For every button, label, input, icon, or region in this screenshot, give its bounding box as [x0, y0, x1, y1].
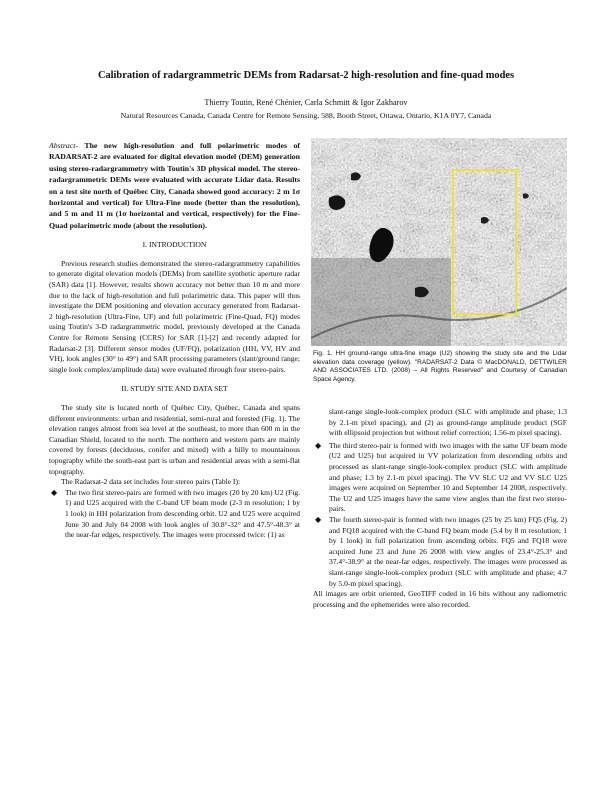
right-column [313, 407, 567, 610]
bullet-diamond-icon: ◆ [51, 487, 58, 497]
abstract-label: Abstract- [49, 141, 79, 150]
bullet-item-2 [313, 441, 567, 515]
dataset-intro: The Radarsat-2 data set includes four stereo pairs (Table I): [61, 477, 241, 487]
section-heading-study-site: II. STUDY SITE AND DATA SET [121, 384, 228, 394]
paper-title: Calibration of radargrammetric DEMs from Radarsat-2 high-resolution and fine-quad modes [97, 70, 515, 81]
affiliation: Natural Resources Canada, Canada Centre for Remote Sensing, 588, Booth Street, Ottawa, Ontario, K1A 0Y7, Canada [120, 111, 492, 120]
introduction-paragraph: Previous research studies demonstrated the stereo-radargrammetry capabilities to generate digital elevation models (DEMs) from satellite synthetic aperture radar (SAR) data [1]. However, results shown accuracy not better than 10 m and more due to the lack of high-resolution and full polarimetric data. This paper will thus investigate the DEM positioning and elevation accuracy generated from Radarsat-2 high-resolution (Ultra-Fine, UF) and full polarimetric (Fine-Quad, FQ) modes using Toutin's 3-D radargrammetric model, previously developed at the Canada Centre for Remote Sensing (CCRS) for SAR [1]-[2] and recently adapted for Radarsat-2 [3]. Different sensor modes (UF/FQ), polarization (HH, VV, HV and VH), look angles (30° to 49°) and SAR processing parameters (slant/ground range; single look complex/amplitude data) were evaluated through four stereo-pairs. [49, 258, 300, 374]
urban-area [311, 258, 451, 346]
author-list: Thierry Toutin, René Chénier, Carla Schmitt & Igor Zakharov [204, 98, 408, 107]
study-site-paragraph: The study site is located north of Québec City, Québec, Canada and spans different environments: urban and residential, semi-rural and forested (Fig. 1). The elevation ranges almost from sea level at the southeast, to more than 600 m in the Canadian Shield, located to the north. The northern and western parts are mainly covered by forests (deciduous, conifer and mixed) with a hilly to mountainous topography while the south-east part is urban and residential areas with a semi-flat topography. [49, 402, 300, 476]
left-column [49, 140, 300, 541]
bullet-diamond-icon: ◆ [315, 440, 322, 450]
bullet-item-1 [49, 488, 300, 541]
bullet-1-continuation: slant-range single-look-complex product (SLC with amplitude and phase; 1.3 by 2.1-m pixel spacing), and (2) as ground-range amplitude product (SGF with ellipsoid projection but without relief correction; 1.56-m pixel spacing). [329, 407, 567, 438]
bullet-item-3 [313, 515, 567, 589]
section-heading-introduction: I. INTRODUCTION [142, 240, 207, 250]
abstract [49, 140, 300, 231]
abstract-text: The new high-resolution and full polarimetric modes of RADARSAT-2 are evaluated for digital elevation model (DEM) generation using stereo-radargrammetry with Toutin's 3D physical model. The stereo-radargrammetric DEMs were evaluated with accurate Lidar data. Results on a test site north of Québec City, Canada showed good accuracy: 2 m 1σ horizontal and vertical) for Ultra-Fine mode (better than the resolution), and 5 m and 11 m (1σ horizontal and vertical, respectively) for the Fine-Quad polarimetric mode (about the resolution). [49, 141, 300, 230]
figure-caption: Fig. 1. HH ground-range ultra-fine image (U2) showing the study site and the Lidar elevation data coverage (yellow). "RADARSAT-2 Data © MacDONALD, DETTWILER AND ASSOCIATES LTD. (2008) – All Rights Reserved" and Courtesy of Canadian Space Agency. [313, 350, 567, 383]
bullet-diamond-icon: ◆ [315, 514, 322, 524]
closing-paragraph: All images are orbit oriented, GeoTIFF coded in 16 bits without any radiometric processing and the ephemerides were also recorded. [313, 589, 567, 609]
bullet-3-text: The fourth stereo-pair is formed with two images (25 by 25 km) FQ5 (Fig. 2) and FQ18 acquired with the C-band FQ beam mode (5.4 by 8 m resolution; 1 by 1 look) in full polarization from ascending orbits. FQ5 and FQ18 were acquired June 23 and June 26 2008 with view angles of 23.4°-25.3° and 37.4°-38.9° at the near-far edges, respectively. The images were processed as slant-range single-look-complex product (SLC with amplitude and phase; 4.7 by 5.0-m pixel spacing). [329, 514, 567, 588]
radar-image-figure [311, 138, 567, 346]
bullet-1-text: The two first stereo-pairs are formed with two images (20 by 20 km) U2 (Fig. 1) and U25 acquired with the C-band UF beam mode (2-3 m resolution; 1 by 1 look) in HH polarization from descending orbit. U2 and U25 were acquired June 30 and July 04 2008 with look angles of 30.8°-32° and 47.5°-48.3° at the near-far edges, respectively. The images were processed twice: (1) as [65, 487, 300, 540]
bullet-2-text: The third stereo-pair is formed with two images with the same UF beam mode (U2 and U25) but acquired in VV polarization from descending orbits and processed as slant-range single-look-complex product (SLC with amplitude and phase; 1.3 by 2.1-m pixel spacing). The VV SLC U2 and VV SLC U25 images were acquired on September 10 and September 14 2008, respectively. The U2 and U25 images have the same view angles than the first two stereo-pairs. [329, 440, 567, 514]
